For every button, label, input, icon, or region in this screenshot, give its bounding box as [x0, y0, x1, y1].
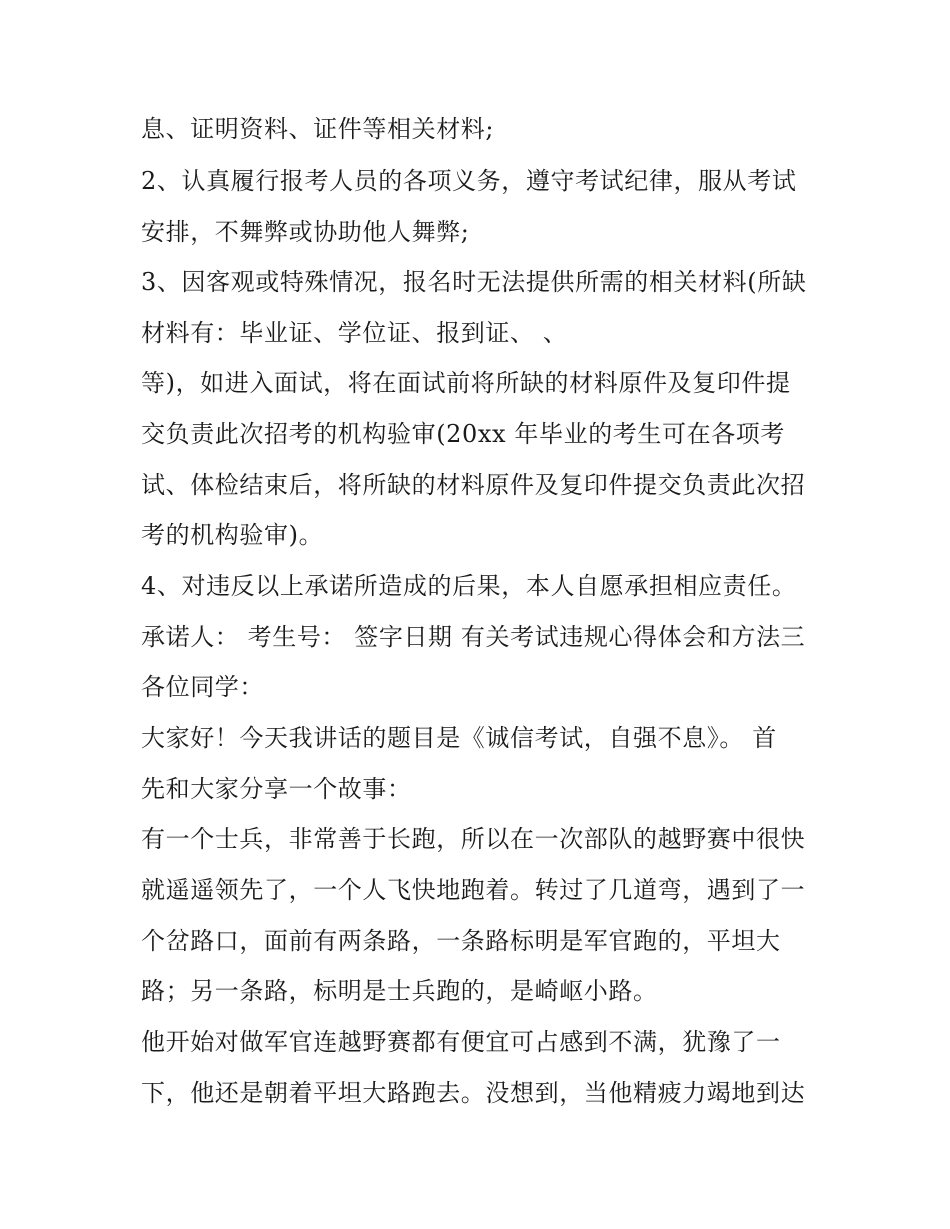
text-line: 路；另一条路，标明是士兵跑的，是崎岖小路。: [141, 977, 658, 1005]
text-line: 就遥遥领先了，一个人飞快地跑着。转过了几道弯，遇到了一: [141, 876, 806, 904]
text-line: 安排，不舞弊或协助他人舞弊;: [141, 218, 470, 246]
text-line: 3、因客观或特殊情况，报名时无法提供所需的相关材料(所缺: [141, 268, 807, 296]
text-line: 下，他还是朝着平坦大路跑去。没想到，当他精疲力竭地到达: [141, 1079, 806, 1107]
text-line: 2、认真履行报考人员的各项义务，遵守考试纪律，服从考试: [141, 167, 797, 195]
text-line: 他开始对做军官连越野赛都有便宜可占感到不满，犹豫了一: [141, 1028, 781, 1056]
text-line: 交负责此次招考的机构验审(20xx 年毕业的考生可在各项考: [141, 420, 785, 448]
text-line: 等)，如进入面试，将在面试前将所缺的材料原件及复印件提: [141, 369, 791, 397]
text-line: 大家好！今天我讲话的题目是《诚信考试，自强不息》。 首: [141, 724, 777, 752]
text-line: 试、体检结束后，将所缺的材料原件及复印件提交负责此次招: [141, 471, 806, 499]
text-line: 各位同学：: [141, 673, 264, 701]
text-line: 有一个士兵，非常善于长跑，所以在一次部队的越野赛中很快: [141, 825, 806, 853]
text-line: 4、对违反以上承诺所造成的后果，本人自愿承担相应责任。: [141, 572, 797, 600]
text-line: 承诺人： 考生号： 签字日期 有关考试违规心得体会和方法三: [141, 623, 806, 651]
text-line: 考的机构验审)。: [141, 521, 324, 549]
text-line: 先和大家分享一个故事：: [141, 775, 412, 803]
text-line: 材料有：毕业证、学位证、报到证、 、: [141, 319, 568, 347]
text-line: 个岔路口，面前有两条路，一条路标明是军官跑的，平坦大: [141, 927, 781, 955]
text-line: 息、证明资料、证件等相关材料;: [141, 115, 495, 143]
